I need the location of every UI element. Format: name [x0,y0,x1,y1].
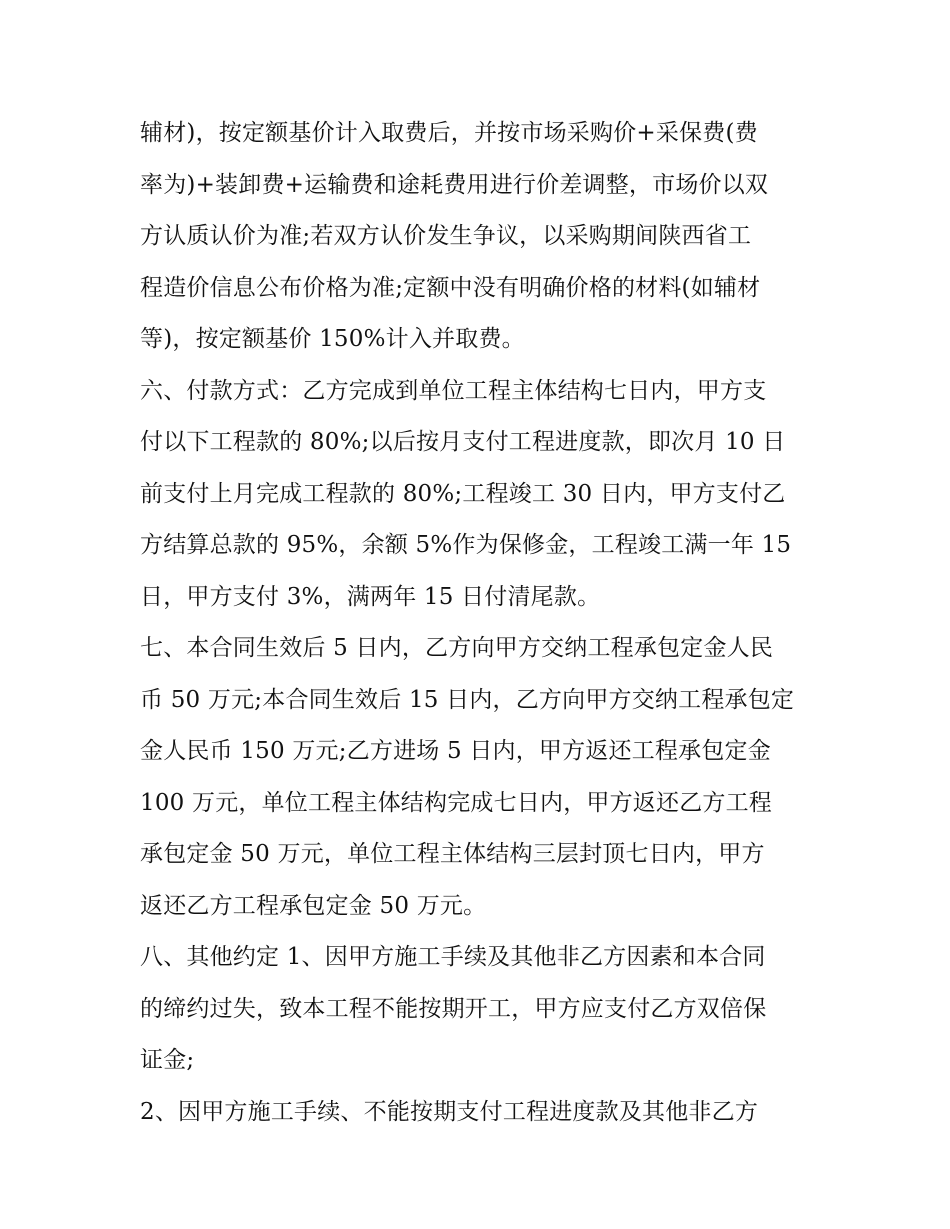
text-line: 返还乙方工程承包定金 50 万元。 [140,892,487,919]
text-line: 币 50 万元;本合同生效后 15 日内，乙方向甲方交纳工程承包定 [140,686,795,713]
text-line: 2、因甲方施工手续、不能按期支付工程进度款及其他非乙方 [140,1098,759,1125]
text-line: 付以下工程款的 80%;以后按月支付工程进度款，即次月 10 日 [140,429,786,455]
text-line: 前支付上月完成工程款的 80%;工程竣工 30 日内，甲方支付乙 [140,480,786,507]
text-line: 辅材)，按定额基价计入取费后，并按市场采购价+采保费(费 [140,120,758,146]
text-line: 方认质认价为准;若双方认价发生争议，以采购期间陕西省工 [140,223,752,249]
text-line: 日，甲方支付 3%，满两年 15 日付清尾款。 [140,583,601,610]
text-line: 证金; [140,1047,195,1073]
text-line: 100 万元，单位工程主体结构完成七日内，甲方返还乙方工程 [140,789,773,816]
section-six-line: 六、付款方式：乙方完成到单位工程主体结构七日内，甲方支 [140,377,767,404]
contract-text [140,108,820,1138]
text-line: 的缔约过失，致本工程不能按期开工，甲方应支付乙方双倍保 [140,995,767,1022]
text-line: 金人民币 150 万元;乙方进场 5 日内，甲方返还工程承包定金 [140,738,771,764]
text-line: 程造价信息公布价格为准;定额中没有明确价格的材料(如辅材 [140,274,761,301]
text-line: 等)，按定额基价 150%计入并取费。 [140,326,525,352]
text-line: 承包定金 50 万元，单位工程主体结构三层封顶七日内，甲方 [140,841,765,867]
text-line: 率为)+装卸费+运输费和途耗费用进行价差调整，市场价以双 [140,171,769,198]
text-line: 方结算总款的 95%，余额 5%作为保修金，工程竣工满一年 15 [140,532,792,558]
section-eight-line: 八、其他约定 1、因甲方施工手续及其他非乙方因素和本合同 [140,944,766,970]
section-seven-line: 七、本合同生效后 5 日内，乙方向甲方交纳工程承包定金人民 [140,635,774,661]
